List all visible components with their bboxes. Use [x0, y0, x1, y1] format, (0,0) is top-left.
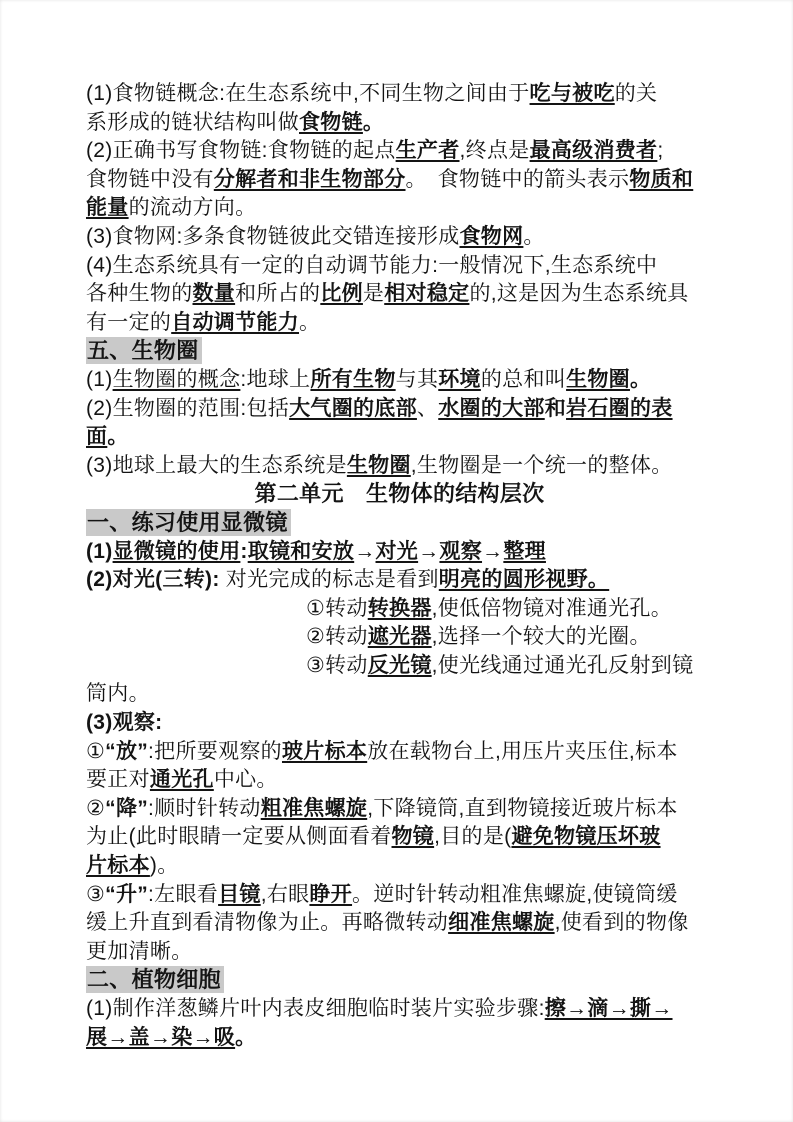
text-run: 中心。	[213, 768, 278, 792]
text-run: ③	[86, 882, 106, 906]
text-run: →	[482, 539, 504, 563]
key-term: 明亮的圆形视野。	[438, 568, 610, 592]
key-term: 粗准焦螺旋	[260, 796, 368, 820]
key-term: 物质和	[629, 167, 694, 191]
key-term: 展→盖→染→吸	[86, 1025, 236, 1049]
text-run: 的,这是因为生态系统具	[469, 282, 689, 306]
text-line	[86, 680, 713, 709]
document-content	[86, 80, 713, 1052]
text-run: 筒内。	[86, 682, 150, 706]
text-run: ;	[657, 139, 664, 163]
text-run: 。	[523, 224, 545, 248]
text-line	[86, 538, 713, 567]
text-run: (1)	[86, 539, 113, 563]
text-run: (2)生物圈的范围:包括	[86, 396, 290, 420]
text-run: :	[240, 539, 248, 563]
text-run: →	[418, 539, 440, 563]
key-term: 吃与被吃	[529, 82, 615, 105]
key-term: 转换器	[367, 596, 432, 620]
text-line	[86, 223, 713, 252]
text-line	[86, 366, 713, 395]
text-run: “放”	[105, 739, 149, 763]
key-term: 面	[86, 425, 108, 449]
text-run: ,终点是	[459, 139, 530, 163]
key-term: 整理	[503, 539, 546, 563]
text-line	[86, 395, 713, 424]
key-term: 所有生物	[310, 367, 396, 391]
text-run: ,使光线通过通光孔反射到镜	[431, 653, 694, 677]
text-line	[86, 309, 713, 338]
text-line	[86, 566, 713, 595]
text-line	[86, 423, 713, 452]
key-term: 对光	[375, 539, 419, 563]
text-line	[86, 1024, 713, 1053]
text-run: ,生物圈是一个统一的整体。	[410, 453, 673, 477]
key-term: 大气圈的底部	[289, 396, 417, 420]
heading-text: 二、植物细胞	[86, 966, 224, 993]
section-heading	[86, 509, 713, 538]
text-run: ,右眼	[260, 882, 310, 906]
key-term: 生物圈	[566, 367, 630, 391]
key-term: 目镜	[218, 882, 261, 906]
text-line	[86, 852, 713, 881]
key-term: 睁开	[309, 882, 353, 906]
text-run: 要正对	[86, 768, 150, 792]
key-term: 数量	[192, 282, 236, 306]
text-run: 系形成的链状结构叫做	[86, 110, 299, 134]
text-line	[86, 881, 713, 910]
text-run: :顺时针转动	[148, 796, 261, 820]
text-run: “降”	[105, 796, 149, 820]
text-run: ③转动	[306, 653, 368, 677]
unit-title	[86, 480, 713, 509]
text-run: (3)观察:	[86, 711, 163, 735]
key-term: 分解者和非生物部分	[213, 167, 406, 191]
text-run: 。	[107, 425, 129, 449]
text-run: 各种生物的	[86, 282, 193, 306]
key-term: 生物圈的概念	[112, 367, 241, 391]
text-run: ,选择一个较大的光圈。	[431, 625, 651, 649]
text-run: (4)生态系统具有一定的自动调节能力:一般情况下,生态系统中	[86, 253, 658, 277]
key-term: 自动调节能力	[171, 310, 300, 334]
text-run: (1)制作洋葱鳞片叶内表皮细胞临时装片实验步骤:	[86, 997, 545, 1020]
section-heading	[86, 966, 713, 995]
text-line	[86, 166, 713, 195]
text-line	[86, 995, 713, 1024]
text-line	[86, 595, 713, 624]
text-run: ,使看到的物像	[554, 911, 689, 935]
text-run: →	[354, 539, 376, 563]
text-line	[86, 623, 713, 652]
text-run: ②	[86, 796, 106, 820]
text-run: (2)正确书写食物链:食物链的起点	[86, 139, 396, 163]
text-run: ②转动	[306, 625, 368, 649]
key-term: 片标本	[86, 854, 150, 878]
key-term: 反光镜	[367, 653, 432, 677]
key-term: 显微镜的使用	[112, 539, 241, 563]
text-run: ,下降镜筒,直到物镜接近玻片标本	[367, 796, 678, 820]
section-heading	[86, 337, 713, 366]
text-run: (2)对光(三转):	[86, 568, 220, 592]
text-line	[86, 137, 713, 166]
text-run: :地球上	[240, 367, 311, 391]
key-term: 相对稳定	[384, 282, 470, 306]
text-run: 的关	[614, 82, 658, 105]
text-run: 。 食物链中的箭头表示	[405, 167, 630, 191]
text-run: 食物链中没有	[86, 167, 214, 191]
key-term: 食物网	[459, 224, 524, 248]
text-run: 对光完成的标志是看到	[219, 568, 439, 592]
key-term: 玻片标本	[281, 739, 368, 763]
text-run: 放在载物台上,用压片夹压住,标本	[367, 739, 678, 763]
text-run: :左眼看	[148, 882, 219, 906]
text-line	[86, 738, 713, 767]
text-line	[86, 280, 713, 309]
text-run: )。	[149, 854, 179, 878]
text-line	[86, 252, 713, 281]
text-line	[86, 823, 713, 852]
text-line	[86, 109, 713, 138]
key-term: 水圈的大部	[438, 396, 545, 420]
text-run: 。	[299, 310, 321, 334]
text-line	[86, 766, 713, 795]
text-line	[86, 452, 713, 481]
text-run: 的总和叫	[480, 367, 567, 391]
text-run: (3)地球上最大的生态系统是	[86, 453, 347, 477]
text-run: (1)食物链概念:在生态系统中,不同生物之间由于	[86, 82, 530, 105]
heading-text: 五、生物圈	[86, 337, 202, 364]
text-run: 更加清晰。	[86, 939, 193, 963]
key-term: 观察	[439, 539, 483, 563]
text-line	[86, 80, 713, 109]
text-run: “升”	[105, 882, 149, 906]
key-term: 细准焦螺旋	[448, 911, 555, 935]
text-run: 是	[362, 282, 385, 306]
key-term: 遮光器	[367, 625, 432, 649]
key-term: 生产者	[395, 139, 460, 163]
text-run: :把所要观察的	[148, 739, 282, 763]
text-run: 有一定的	[86, 310, 172, 334]
text-line	[86, 194, 713, 223]
key-term: 物镜	[391, 825, 435, 849]
text-run: 的流动方向。	[128, 196, 257, 220]
text-run: ①	[86, 739, 106, 763]
text-run: (1)	[86, 367, 113, 391]
text-line	[86, 709, 713, 738]
key-term: 擦→滴→撕→	[544, 997, 673, 1020]
text-run: 与其	[395, 367, 439, 391]
text-line	[86, 795, 713, 824]
heading-text: 一、练习使用显微镜	[86, 509, 291, 536]
key-term: 食物链	[299, 110, 363, 134]
text-run: 为止(此时眼睛一定要从侧面看着	[86, 825, 392, 849]
text-run: 。逆时针转动粗准焦螺旋,使镜筒缓	[352, 882, 678, 906]
key-term: 取镜和安放	[247, 539, 355, 563]
text-run: 、	[416, 396, 439, 420]
text-line	[86, 652, 713, 681]
key-term: 岩石圈的表	[566, 396, 673, 420]
text-run: 和所占的	[235, 282, 321, 306]
key-term: 通光孔	[149, 768, 214, 792]
text-run: 缓上升直到看清物像为止。再略微转动	[86, 911, 449, 935]
text-run: 和	[544, 396, 567, 420]
key-term: 能量	[86, 196, 129, 220]
text-run: 第二单元 生物体的结构层次	[254, 481, 545, 507]
text-run: 。	[362, 110, 385, 134]
text-run: 。	[629, 367, 652, 391]
key-term: 比例	[320, 282, 363, 306]
text-line	[86, 938, 713, 967]
text-run: (3)食物网:多条食物链彼此交错连接形成	[86, 224, 460, 248]
key-term: 环境	[438, 367, 481, 391]
text-run: 。	[235, 1025, 257, 1049]
key-term: 避免物镜压坏玻	[511, 825, 661, 849]
text-run: ,使低倍物镜对准通光孔。	[431, 596, 673, 620]
text-line	[86, 909, 713, 938]
text-run: ①转动	[306, 596, 368, 620]
key-term: 生物圈	[346, 453, 411, 477]
key-term: 最高级消费者	[529, 139, 658, 163]
text-run: ,目的是(	[434, 825, 512, 849]
